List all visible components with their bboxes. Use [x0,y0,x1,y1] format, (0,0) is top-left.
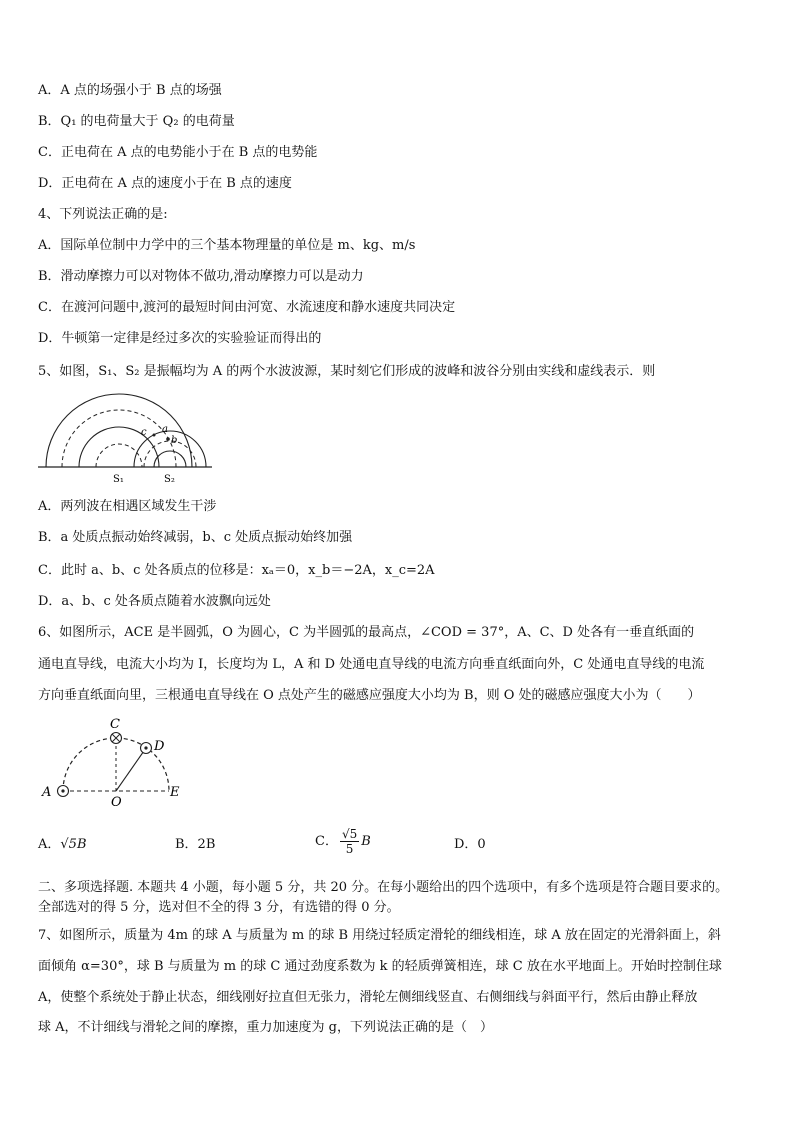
q5-option-a: A．两列波在相遇区域发生干涉 [38,499,217,514]
q3-option-d: D．正电荷在 A 点的速度小于在 B 点的速度 [38,176,292,191]
q6-option-d: D．0 [454,837,486,852]
q6-option-c-suffix: B [361,834,371,849]
point-b [166,437,170,441]
q6-option-a-value: √5B [60,837,87,852]
label-d: D [154,739,165,754]
label-a: a [162,424,168,435]
label-e: E [170,785,180,800]
wave-interference-figure [36,388,216,488]
q4-option-c: C．在渡河问题中,渡河的最短时间由河宽、水流速度和静水速度共同决定 [38,300,456,315]
q6-stem-line3: 方向垂直纸面向里，三根通电直导线在 O 点处产生的磁感应强度大小均为 B，则 O 处的磁感应强度大小为（ ） [38,688,701,703]
q3-option-a: A．A 点的场强小于 B 点的场强 [38,83,222,98]
q7-line1: 7、如图所示，质量为 4m 的球 A 与质量为 m 的球 B 用绕过轻质定滑轮的细线相连，球 A 放在固定的光滑斜面上，斜 [38,928,721,943]
q4-option-d: D．牛顿第一定律是经过多次的实验验证而得出的 [38,331,322,346]
label-a: A [42,785,52,800]
q5-option-d: D．a、b、c 处各质点随着水波飘向远处 [38,594,271,609]
semicircle-wires-figure [36,714,196,814]
q4-stem: 4、下列说法正确的是: [38,207,168,222]
section2-line2: 全部选对的得 5 分，选对但不全的得 3 分，有选错的得 0 分。 [38,900,400,915]
q4-option-a: A．国际单位制中力学中的三个基本物理量的单位是 m、kg、m/s [38,238,416,253]
q5-option-c: C．此时 a、b、c 处各质点的位移是：xₐ＝0，x_b＝−2A，x_c=2A [38,563,435,578]
label-o: O [111,795,122,810]
q6-option-c-denominator: 5 [345,842,354,856]
label-b: b [171,435,178,446]
q4-option-b: B．滑动摩擦力可以对物体不做功,滑动摩擦力可以是动力 [38,269,364,284]
q7-line2: 面倾角 α=30°，球 B 与质量为 m 的球 C 通过劲度系数为 k 的轻质弹簧相连，球 C 放在水平地面上。开始时控制住球 [38,959,722,974]
label-c: C [110,717,120,732]
q6-option-c [315,827,371,856]
q5-option-b: B．a 处质点振动始终减弱，b、c 处质点振动始终加强 [38,530,353,545]
label-c: c [141,427,147,438]
label-s2: S₂ [164,474,175,485]
q6-stem-line2: 通电直导线，电流大小均为 I，长度均为 L，A 和 D 处通电直导线的电流方向垂直纸面向外，C 处通电直导线的电流 [38,657,705,672]
q7-line3: A，使整个系统处于静止状态，细线刚好拉直但无张力，滑轮左侧细线竖直、右侧细线与斜面平行，然后由静止释放 [38,990,698,1005]
q6-option-a-prefix: A． [38,837,61,852]
q6-option-c-prefix: C． [315,834,338,849]
q7-line4: 球 A，不计细线与滑轮之间的摩擦，重力加速度为 g，下列说法正确的是（ ） [38,1020,493,1035]
q5-stem: 5、如图，S₁、S₂ 是振幅均为 A 的两个水波波源，某时刻它们形成的波峰和波谷分别由实线和虚线表示．则 [38,364,656,379]
q6-stem-line1: 6、如图所示，ACE 是半圆弧，O 为圆心，C 为半圆弧的最高点，∠COD = 37°，A、C、D 处各有一垂直纸面的 [38,625,695,640]
section2-line1: 二、多项选择题. 本题共 4 小题，每小题 5 分，共 20 分。在每小题给出的四个选项中，有多个选项是符合题目要求的。 [38,880,729,895]
q6-option-c-numerator: √5 [341,827,358,841]
q6-option-a [38,836,87,854]
point-c [153,434,156,437]
q6-option-c-fraction [340,827,359,856]
q6-option-b: B．2B [175,837,216,852]
q3-option-b: B．Q₁ 的电荷量大于 Q₂ 的电荷量 [38,114,235,129]
label-s1: S₁ [113,474,124,485]
q3-option-c: C．正电荷在 A 点的电势能小于在 B 点的电势能 [38,145,318,160]
